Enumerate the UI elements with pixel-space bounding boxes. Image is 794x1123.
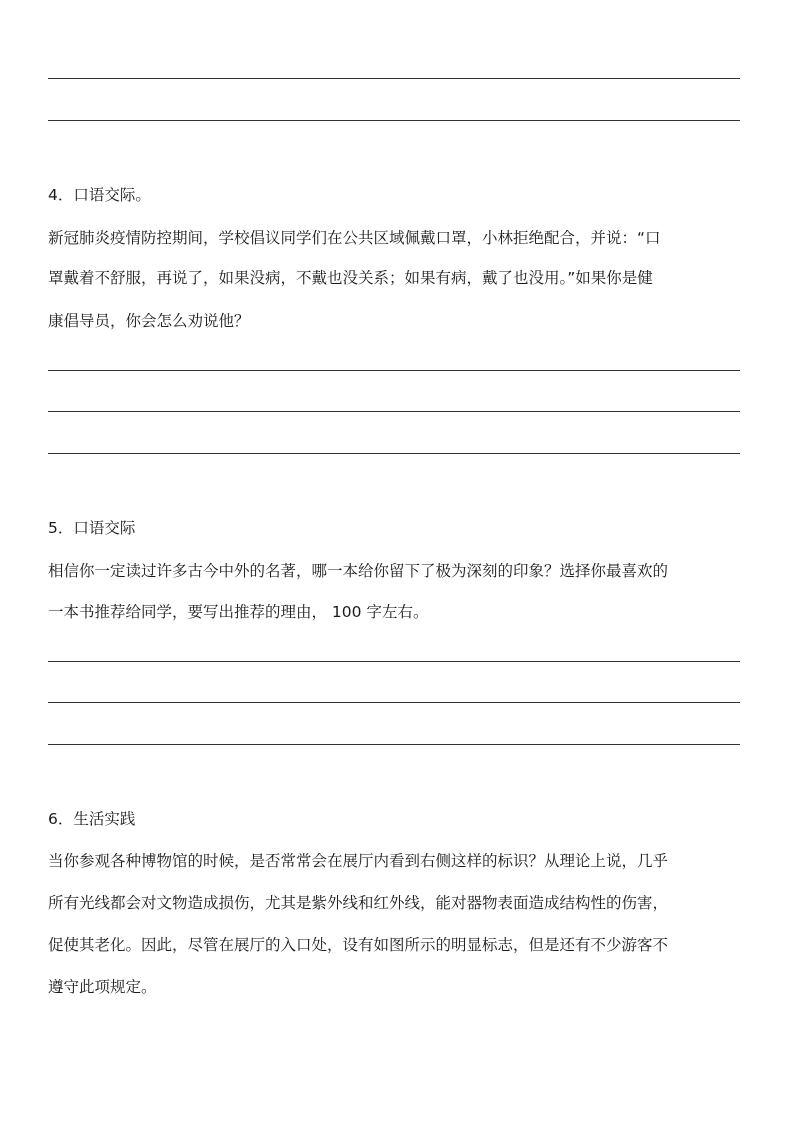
question-4-text-line-3: 康倡导员，你会怎么劝说他？ <box>48 312 250 330</box>
question-6-text-line-3: 促使其老化。因此，尽管在展厅的入口处，设有如图所示的明显标志，但是还有不少游客不 <box>48 936 669 954</box>
question-4-answer-line-2 <box>48 411 740 412</box>
question-6-text-line-1: 当你参观各种博物馆的时候，是否常常会在展厅内看到右侧这样的标识？从理论上说，几乎 <box>48 852 669 870</box>
question-4-answer-line-3 <box>48 453 740 454</box>
question-6-text-line-4: 遵守此项规定。 <box>48 978 157 996</box>
question-5-text-line-2: 一本书推荐给同学，要写出推荐的理由， 100 字左右。 <box>48 603 429 621</box>
question-5-answer-line-3 <box>48 744 740 745</box>
question-4-heading: 4．口语交际。 <box>48 186 151 204</box>
question-5-heading: 5．口语交际 <box>48 519 136 537</box>
question-4-text-line-2: 罩戴着不舒服，再说了，如果没病，不戴也没关系；如果有病，戴了也没用。”如果你是健 <box>48 269 653 287</box>
question-5-answer-line-1 <box>48 661 740 662</box>
answer-line <box>48 78 740 79</box>
question-6-heading: 6．生活实践 <box>48 810 136 828</box>
question-6-text-line-2: 所有光线都会对文物造成损伤，尤其是紫外线和红外线，能对器物表面造成结构性的伤害， <box>48 894 669 912</box>
question-5-answer-line-2 <box>48 702 740 703</box>
answer-line <box>48 120 740 121</box>
question-4-text-line-1: 新冠肺炎疫情防控期间，学校倡议同学们在公共区域佩戴口罩，小林拒绝配合，并说：“口 <box>48 229 661 247</box>
question-4-answer-line-1 <box>48 370 740 371</box>
question-5-text-line-1: 相信你一定读过许多古今中外的名著，哪一本给你留下了极为深刻的印象？选择你最喜欢的 <box>48 562 669 580</box>
